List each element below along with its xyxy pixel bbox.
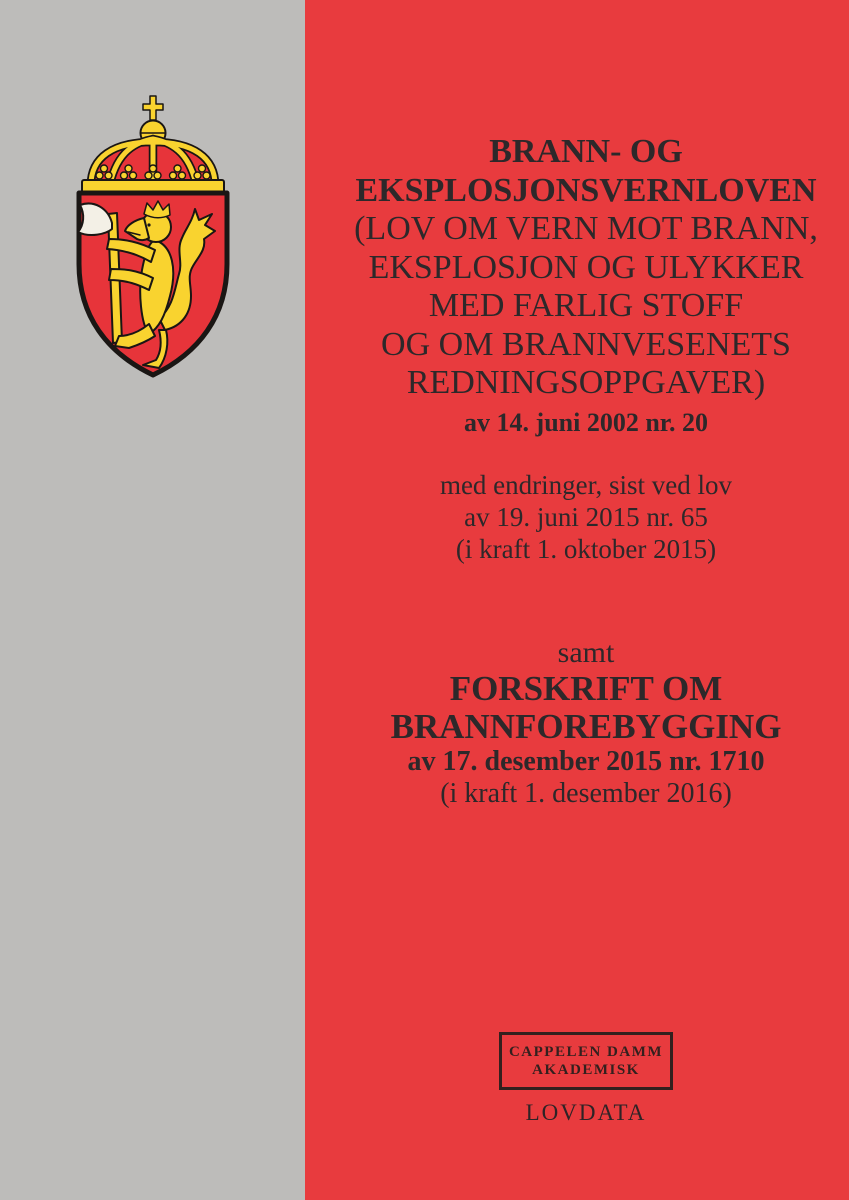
law-title-line-5: MED FARLIG STOFF <box>428 287 744 324</box>
regulation-title-line-2: BRANNFOREBYGGING <box>390 707 782 746</box>
law-title-line-2: EKSPLOSJONSVERNLOVEN <box>355 171 817 209</box>
law-date-line: av 14. juni 2002 nr. 20 <box>464 407 708 437</box>
regulation-in-force-line: (i kraft 1. desember 2016) <box>440 778 732 809</box>
regulation-block <box>321 636 849 809</box>
amendments-block <box>321 469 849 565</box>
law-title-line-7: REDNINGSOPPGAVER) <box>406 364 766 401</box>
samt-connector: samt <box>557 636 615 669</box>
regulation-title-line-1: FORSKRIFT OM <box>449 669 723 708</box>
publisher-name-line-1: CAPPELEN DAMM <box>508 1043 664 1060</box>
publisher-name-line-2: AKADEMISK <box>532 1061 640 1078</box>
regulation-date-line: av 17. desember 2015 nr. 1710 <box>407 746 765 777</box>
law-title-block <box>321 133 849 442</box>
cover-text-column <box>321 0 849 1200</box>
norwegian-coat-of-arms-icon <box>71 92 235 382</box>
law-title-line-6: OG OM BRANNVESENETS <box>381 325 791 363</box>
amendment-line-3: (i kraft 1. oktober 2015) <box>455 534 717 564</box>
lovdata-logo: LOVDATA <box>525 1100 647 1125</box>
law-title-line-3: (LOV OM VERN MOT BRANN, <box>354 210 818 247</box>
law-title-line-1: BRANN- OG <box>489 133 683 170</box>
publisher-logo-box <box>499 1032 673 1090</box>
law-title-line-4: EKSPLOSJON OG ULYKKER <box>368 248 804 286</box>
amendment-line-1: med endringer, sist ved lov <box>439 470 733 500</box>
amendment-line-2: av 19. juni 2015 nr. 65 <box>464 502 708 532</box>
